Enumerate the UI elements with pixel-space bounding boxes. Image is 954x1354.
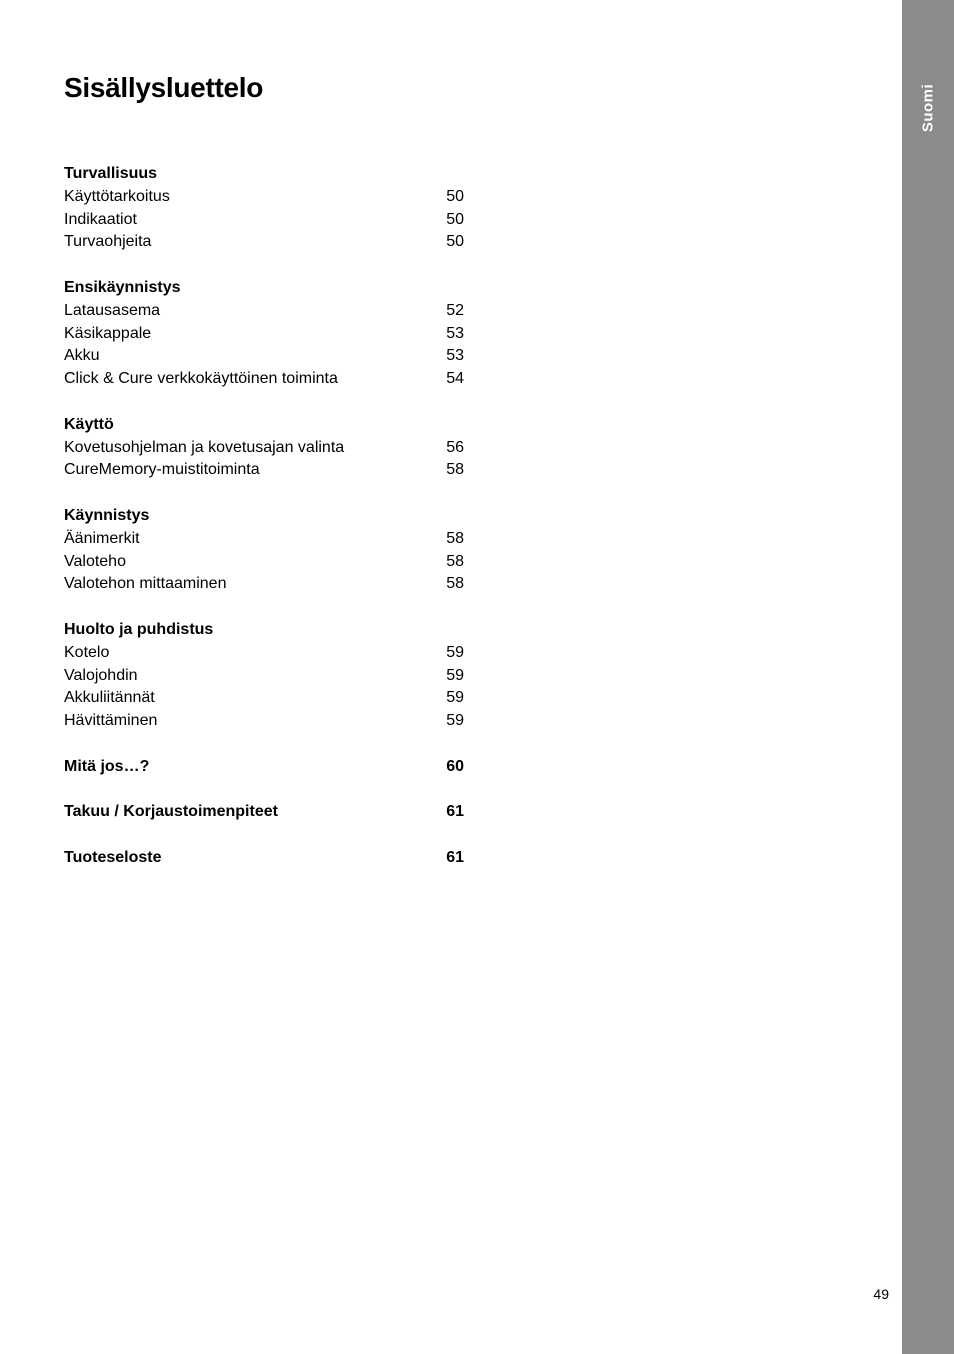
toc-heading[interactable] bbox=[64, 847, 464, 870]
table-of-contents bbox=[64, 163, 464, 893]
toc-heading-page: 60 bbox=[446, 757, 464, 775]
page-number: 49 bbox=[873, 1286, 889, 1302]
toc-entry-label: Äänimerkit bbox=[64, 529, 140, 547]
toc-entry-page: 59 bbox=[446, 712, 464, 730]
toc-entry-page: 58 bbox=[446, 529, 464, 547]
toc-entry-page: 59 bbox=[446, 666, 464, 684]
language-side-tab bbox=[902, 0, 954, 1354]
toc-entry-page: 50 bbox=[446, 187, 464, 205]
toc-entry[interactable] bbox=[64, 368, 464, 391]
page-title: Sisällysluettelo bbox=[64, 72, 264, 103]
toc-entry-label: Akku bbox=[64, 347, 100, 365]
toc-entry-page: 50 bbox=[446, 210, 464, 228]
toc-entry-page: 50 bbox=[446, 233, 464, 251]
toc-heading-label: Ensikäynnistys bbox=[64, 278, 181, 296]
toc-heading-label: Mitä jos…? bbox=[64, 757, 150, 775]
toc-section-startup bbox=[64, 505, 464, 596]
toc-entry-label: CureMemory-muistitoiminta bbox=[64, 461, 260, 479]
toc-entry[interactable] bbox=[64, 323, 464, 346]
toc-heading[interactable] bbox=[64, 414, 464, 437]
toc-entry-page: 54 bbox=[446, 370, 464, 388]
toc-entry[interactable] bbox=[64, 345, 464, 368]
toc-heading[interactable] bbox=[64, 756, 464, 779]
toc-entry[interactable] bbox=[64, 186, 464, 209]
toc-section-maintenance bbox=[64, 619, 464, 733]
toc-heading[interactable] bbox=[64, 277, 464, 300]
toc-entry-label: Latausasema bbox=[64, 301, 161, 319]
toc-entry[interactable] bbox=[64, 437, 464, 460]
toc-entry[interactable] bbox=[64, 528, 464, 551]
toc-heading-label: Käynnistys bbox=[64, 506, 150, 524]
toc-heading-label: Tuoteseloste bbox=[64, 848, 162, 866]
toc-entry[interactable] bbox=[64, 209, 464, 232]
toc-entry-label: Kotelo bbox=[64, 643, 110, 661]
toc-entry[interactable] bbox=[64, 687, 464, 710]
toc-section-product-spec bbox=[64, 847, 464, 870]
toc-section-safety bbox=[64, 163, 464, 254]
toc-entry[interactable] bbox=[64, 459, 464, 482]
toc-heading-page: 61 bbox=[446, 848, 464, 866]
toc-entry-label: Käyttötarkoitus bbox=[64, 187, 170, 205]
toc-entry-page: 59 bbox=[446, 643, 464, 661]
toc-heading-label: Takuu / Korjaustoimenpiteet bbox=[64, 803, 278, 821]
toc-entry-page: 52 bbox=[446, 301, 464, 319]
toc-section-use bbox=[64, 414, 464, 482]
toc-heading[interactable] bbox=[64, 801, 464, 824]
toc-entry-label: Kovetusohjelman ja kovetusajan valinta bbox=[64, 438, 345, 456]
toc-entry[interactable] bbox=[64, 231, 464, 254]
toc-section-warranty bbox=[64, 801, 464, 824]
toc-entry-label: Valotehon mittaaminen bbox=[64, 575, 227, 593]
toc-heading-label: Käyttö bbox=[64, 415, 114, 433]
toc-entry-page: 58 bbox=[446, 552, 464, 570]
toc-heading-page: 61 bbox=[446, 803, 464, 821]
toc-entry-label: Turvaohjeita bbox=[64, 233, 152, 251]
toc-entry[interactable] bbox=[64, 300, 464, 323]
toc-entry-page: 58 bbox=[446, 575, 464, 593]
toc-heading-label: Turvallisuus bbox=[64, 165, 158, 182]
toc-entry-label: Indikaatiot bbox=[64, 210, 137, 228]
toc-entry[interactable] bbox=[64, 710, 464, 733]
toc-entry[interactable] bbox=[64, 665, 464, 688]
toc-entry-page: 53 bbox=[446, 347, 464, 365]
toc-section-first-start bbox=[64, 277, 464, 391]
toc-heading-label: Huolto ja puhdistus bbox=[64, 620, 214, 638]
toc-entry[interactable] bbox=[64, 573, 464, 596]
toc-entry-label: Hävittäminen bbox=[64, 712, 158, 730]
toc-entry-page: 53 bbox=[446, 324, 464, 342]
toc-entry-label: Käsikappale bbox=[64, 324, 152, 342]
toc-entry-page: 58 bbox=[446, 461, 464, 479]
toc-entry[interactable] bbox=[64, 642, 464, 665]
toc-entry-label: Akkuliitännät bbox=[64, 689, 155, 707]
toc-entry-label: Valojohdin bbox=[64, 666, 138, 684]
toc-entry-label: Valoteho bbox=[64, 552, 126, 570]
toc-heading[interactable] bbox=[64, 163, 464, 186]
toc-section-troubleshooting bbox=[64, 756, 464, 779]
toc-entry[interactable] bbox=[64, 551, 464, 574]
toc-heading[interactable] bbox=[64, 619, 464, 642]
toc-entry-page: 56 bbox=[446, 438, 464, 456]
toc-entry-page: 59 bbox=[446, 689, 464, 707]
toc-entry-label: Click & Cure verkkokäyttöinen toiminta bbox=[64, 370, 338, 388]
toc-heading[interactable] bbox=[64, 505, 464, 528]
language-tab-label: Suomi bbox=[919, 83, 937, 133]
